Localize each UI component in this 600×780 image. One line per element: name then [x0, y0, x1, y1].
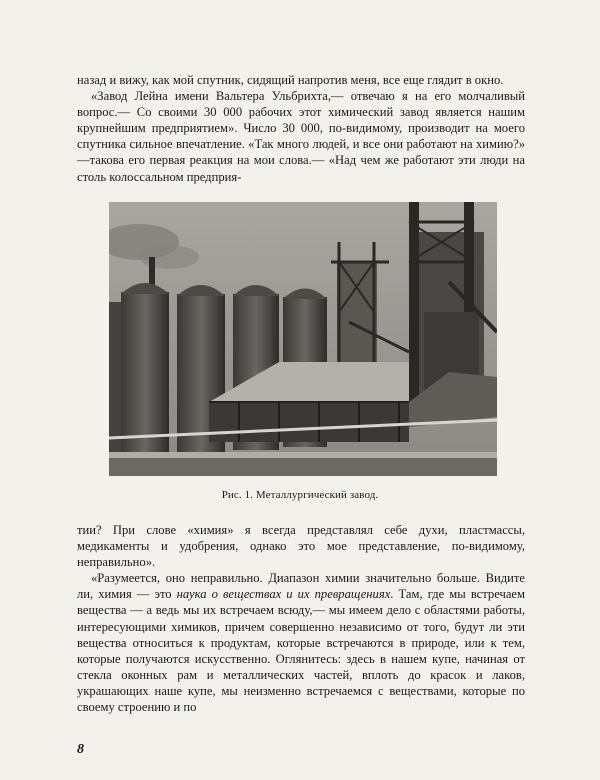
top-text-block: [77, 72, 525, 185]
bottom-paragraph-1: тии? При слове «химия» я всегда представлял себе духи, пластмассы, медикаменты и удобрения, однако это мое представление, по-видимому, неправильно».: [77, 523, 525, 570]
top-paragraph-2: «Завод Лейна имени Вальтера Ульбрихта,— отвечаю я на его молчаливый вопрос.— Со своими 30 000 рабочих этот химический завод является нашим крупнейшим предприятием». Число 30 000, по-видимому, производит на моего спутника сильное впечатление. «Так много людей, и все они работают на химию?» —такова его первая реакция на мои слова.— «Над чем же работают эти люди на столь колоссальном предприя-: [77, 89, 525, 184]
figure-caption: Рис. 1. Металлургический завод.: [221, 489, 379, 501]
page-number: 8: [77, 742, 84, 757]
chemistry-definition: наука о веществах и их превращениях: [176, 587, 391, 602]
top-paragraph-1: назад и вижу, как мой спутник, сидящий напротив меня, все еще глядит в окно.: [77, 73, 504, 87]
bottom-text-block: [77, 522, 525, 715]
paragraph-2-start: «Разумеется, оно неправильно. Диапазон химии значительно больше. Видите ли, химия — это: [77, 571, 525, 602]
paragraph-2-end: . Там, где мы встречаем вещества — а ведь мы их встречаем всюду,— мы имеем дело с областями работы, интересующими химиков, причем совершенно независимо от того, будут ли эти вещества относиться к продуктам, которые встречаются в природе, или к тем, которые получаются искусственно. Оглянитесь: здесь в нашем купе, начиная от стекла оконных рам и металлических частей, вплоть до красок и лаков, украшающих наше купе, мы неизменно встречаемся с веществами, которые по своему строению и по: [77, 587, 525, 715]
factory-photo: [109, 202, 497, 476]
bottom-paragraph-2: [77, 570, 525, 715]
